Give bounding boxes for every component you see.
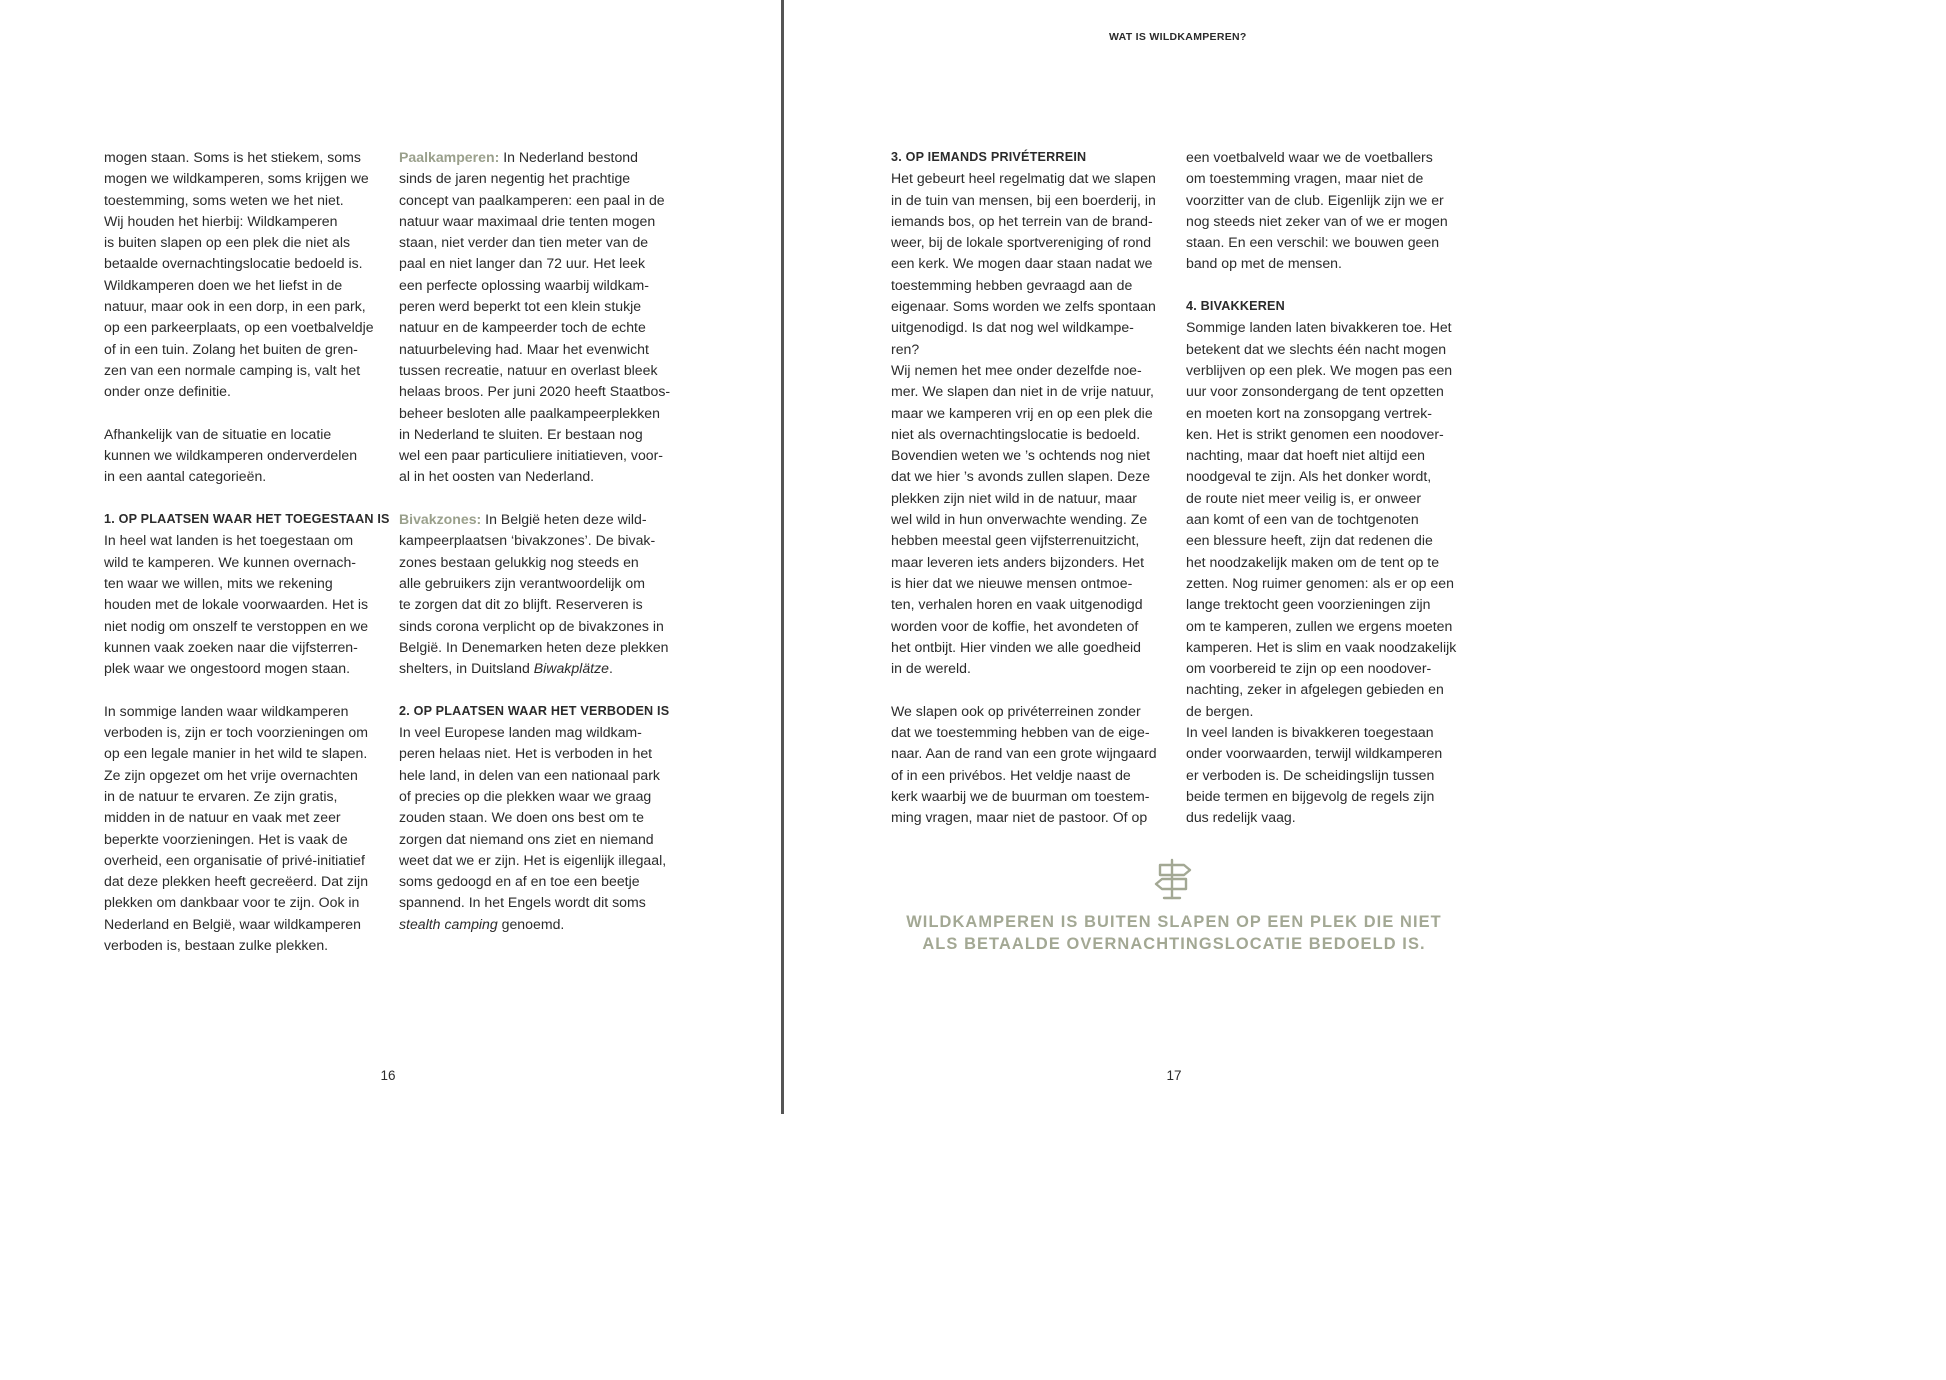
line-text: om toestemming vragen, maar niet de — [1186, 170, 1424, 187]
line-text: maar leveren iets anders bijzonders. Het — [891, 553, 1145, 570]
italic-term: stealth camping — [399, 915, 498, 932]
text-line — [104, 786, 382, 807]
text-line — [1186, 466, 1464, 487]
text-line — [1186, 360, 1464, 381]
line-text: niet als overnachtingslocatie is bedoeld. — [891, 425, 1141, 442]
line-text: uur voor zonsondergang de tent opzetten — [1186, 383, 1444, 400]
line-text: of precies op die plekken waar we graag — [399, 787, 652, 804]
text-line — [1186, 658, 1464, 679]
text-line — [891, 701, 1169, 722]
text-line — [104, 445, 382, 466]
text-line — [399, 147, 677, 168]
line-text: in de tuin van mensen, bij een boerderij, in — [891, 191, 1156, 208]
text-line — [399, 530, 677, 551]
text-line — [891, 190, 1169, 211]
text-line — [1186, 232, 1464, 253]
line-text: sinds corona verplicht op de bivakzones in — [399, 617, 664, 634]
line-text: kunnen we wildkamperen onderverdelen — [104, 447, 358, 464]
line-text: het noodzakelijk maken om de tent op te — [1186, 553, 1440, 570]
line-text: staan. En een verschil: we bouwen geen — [1186, 234, 1440, 251]
line-text: eigenaar. Soms worden we zelfs spontaan — [891, 298, 1156, 315]
text-line — [104, 850, 382, 871]
text-line — [399, 573, 677, 594]
text-line — [1186, 765, 1464, 786]
text-line — [1186, 403, 1464, 424]
text-line — [399, 658, 677, 679]
text-line — [104, 552, 382, 573]
line-text: Het gebeurt heel regelmatig dat we slapen — [891, 170, 1156, 187]
text-line — [104, 637, 382, 658]
page-number-right: 17 — [1166, 1068, 1182, 1083]
text-line — [399, 232, 677, 253]
line-text: de bergen. — [1186, 702, 1254, 719]
line-text: zouden staan. We doen ons best om te — [399, 809, 644, 826]
text-line — [104, 616, 382, 637]
italic-term: Biwakplätze — [533, 660, 609, 677]
line-text: iemands bos, op het terrein van de brand- — [891, 212, 1153, 229]
section-heading: 2. OP PLAATSEN WAAR HET VERBODEN IS — [399, 703, 670, 718]
text-line — [1186, 743, 1464, 764]
line-text: België. In Denemarken heten deze plekken — [399, 638, 669, 655]
text-line — [891, 211, 1169, 232]
line-text: Wildkamperen doen we het liefst in de — [104, 276, 343, 293]
line-text: hele land, in delen van een nationaal park — [399, 766, 660, 783]
line-text: ren? — [891, 340, 920, 357]
text-line — [104, 296, 382, 317]
line-text: plekken zijn niet wild in de natuur, maar — [891, 489, 1137, 506]
text-line — [891, 381, 1169, 402]
text-line — [399, 381, 677, 402]
line-text: staan, niet verder dan tien meter van de — [399, 234, 649, 251]
text-line — [399, 552, 677, 573]
line-text: maar we kamperen vrij en op een plek die — [891, 404, 1153, 421]
text-line — [891, 403, 1169, 424]
line-text: nachting, maar dat hoeft niet altijd een — [1186, 447, 1425, 464]
text-line — [399, 722, 677, 743]
text-line — [399, 850, 677, 871]
text-line — [104, 722, 382, 743]
line-text: een voetbalveld waar we de voetballers — [1186, 149, 1433, 165]
text-line — [104, 381, 382, 402]
text-line — [1186, 445, 1464, 466]
text-line — [891, 573, 1169, 594]
line-text: dat deze plekken heeft gecreëerd. Dat zijn — [104, 873, 369, 890]
text-line — [399, 829, 677, 850]
paragraph-gap — [399, 488, 677, 509]
line-text: voorzitter van de club. Eigenlijk zijn we er — [1186, 191, 1444, 208]
line-text: dat we toestemming hebben van de eige- — [891, 724, 1150, 741]
line-text: beheer besloten alle paalkampeerplekken — [399, 404, 660, 421]
line-text: natuur en de kampeerder toch de echte — [399, 319, 646, 336]
text-line — [891, 786, 1169, 807]
paragraph-gap — [104, 679, 382, 700]
text-line — [399, 466, 677, 487]
line-text: . — [608, 660, 613, 677]
line-text: In veel landen is bivakkeren toegestaan — [1186, 724, 1434, 741]
line-text: betaalde overnachtingslocatie bedoeld is. — [104, 255, 363, 272]
line-text: houden met de lokale voorwaarden. Het is — [104, 596, 369, 613]
text-line — [891, 339, 1169, 360]
line-text: natuurbeleving had. Maar het evenwicht — [399, 340, 649, 357]
text-line — [104, 807, 382, 828]
right-page-column-2 — [1186, 147, 1464, 829]
text-line — [891, 807, 1169, 828]
line-text: een blessure heeft, zijn dat redenen die — [1186, 532, 1433, 549]
text-line — [104, 658, 382, 679]
line-text: nachting, zeker in afgelegen gebieden en — [1186, 681, 1444, 698]
text-line — [891, 488, 1169, 509]
line-text: In sommige landen waar wildkamperen — [104, 702, 349, 719]
text-line — [104, 360, 382, 381]
line-text: ming vragen, maar niet de pastoor. Of op — [891, 809, 1148, 826]
text-line — [891, 594, 1169, 615]
line-text: een kerk. We mogen daar staan nadat we — [891, 255, 1153, 272]
text-line — [104, 275, 382, 296]
text-line — [399, 190, 677, 211]
line-text: weet dat we er zijn. Het is eigenlijk illegaal, — [399, 851, 667, 868]
text-line — [104, 466, 382, 487]
line-text: Wij nemen het mee onder dezelfde noe- — [891, 361, 1142, 378]
pull-quote-line: ALS BETAALDE OVERNACHTINGSLOCATIE BEDOELD IS. — [922, 934, 1426, 953]
text-line — [399, 403, 677, 424]
text-line — [891, 616, 1169, 637]
line-text: peren helaas niet. Het is verboden in het — [399, 745, 653, 762]
text-line — [399, 211, 677, 232]
text-line — [399, 786, 677, 807]
line-text: in Nederland te sluiten. Er bestaan nog — [399, 425, 643, 442]
line-text: natuur waar maximaal drie tenten mogen — [399, 212, 656, 229]
text-line — [399, 445, 677, 466]
line-text: in de wereld. — [891, 660, 971, 677]
line-text: band op met de mensen. — [1186, 255, 1342, 272]
section-heading: 4. BIVAKKEREN — [1186, 299, 1285, 314]
left-page-column-2 — [399, 147, 677, 935]
text-line — [399, 743, 677, 764]
line-text: in de natuur te ervaren. Ze zijn gratis, — [104, 787, 338, 804]
line-text: al in het oosten van Nederland. — [399, 468, 595, 485]
line-text: of in een tuin. Zolang het buiten de gren- — [104, 340, 358, 357]
right-page-column-1 — [891, 147, 1169, 829]
line-text: beperkte voorzieningen. Het is vaak de — [104, 830, 348, 847]
text-line — [104, 701, 382, 722]
lead-in-term: Bivakzones: — [399, 511, 482, 528]
text-line — [104, 829, 382, 850]
line-text: zones bestaan gelukkig nog steeds en — [399, 553, 639, 570]
text-line — [891, 424, 1169, 445]
line-text: aan komt of een van de tochtgenoten — [1186, 511, 1419, 528]
text-line — [891, 168, 1169, 189]
text-line — [399, 275, 677, 296]
text-line — [104, 147, 382, 168]
line-text: verblijven op een plek. We mogen pas een — [1186, 361, 1453, 378]
text-line — [104, 892, 382, 913]
text-line — [399, 253, 677, 274]
text-line — [104, 573, 382, 594]
line-text: beide termen en bijgevolg de regels zijn — [1186, 787, 1435, 804]
text-line — [104, 935, 382, 956]
signpost-icon — [1154, 857, 1194, 901]
line-text: is buiten slapen op een plek die niet als — [104, 234, 351, 251]
text-line — [399, 424, 677, 445]
text-line — [1186, 509, 1464, 530]
line-text: kamperen. Het is slim en vaak noodzakelijk — [1186, 638, 1457, 655]
text-line — [104, 871, 382, 892]
line-text: shelters, in Duitsland — [399, 660, 534, 677]
text-line — [1186, 253, 1464, 274]
text-line — [891, 232, 1169, 253]
text-line — [104, 253, 382, 274]
line-text: kunnen vaak zoeken naar die vijfsterren- — [104, 638, 358, 655]
line-text: tussen recreatie, natuur en overlast bleek — [399, 361, 658, 378]
line-text: niet nodig om onszelf te verstoppen en we — [104, 617, 369, 634]
text-line — [891, 530, 1169, 551]
text-line — [891, 466, 1169, 487]
line-text: in een aantal categorieën. — [104, 468, 267, 485]
paragraph-gap — [891, 679, 1169, 700]
paragraph-gap — [104, 488, 382, 509]
text-line — [1186, 679, 1464, 700]
text-line — [104, 914, 382, 935]
line-text: concept van paalkamperen: een paal in de — [399, 191, 665, 208]
line-text: Ze zijn opgezet om het vrije overnachten — [104, 766, 358, 783]
text-line — [1186, 339, 1464, 360]
line-text: op een legale manier in het wild te slapen. — [104, 745, 368, 762]
text-line — [104, 530, 382, 551]
line-text: mogen staan. Soms is het stiekem, soms — [104, 149, 361, 165]
line-text: soms gedoogd en af en toe een beetje — [399, 873, 640, 890]
line-text: wild te kamperen. We kunnen overnach- — [104, 553, 356, 570]
text-line — [399, 892, 677, 913]
page-number-left: 16 — [380, 1068, 396, 1083]
text-line — [399, 360, 677, 381]
line-text: noodgeval te zijn. Als het donker wordt, — [1186, 468, 1432, 485]
text-line — [891, 637, 1169, 658]
text-line — [1186, 190, 1464, 211]
line-text: zen van een normale camping is, valt het — [104, 361, 361, 378]
line-text: de route niet meer veilig is, er onweer — [1186, 489, 1422, 506]
text-line — [891, 658, 1169, 679]
line-text: kerk waarbij we de buurman om toestem- — [891, 787, 1150, 804]
line-text: worden voor de koffie, het avondeten of — [891, 617, 1139, 634]
text-line — [891, 509, 1169, 530]
text-line — [104, 743, 382, 764]
left-page — [0, 0, 781, 1114]
line-text: mogen we wildkamperen, soms krijgen we — [104, 170, 369, 187]
text-line — [1186, 616, 1464, 637]
line-text: natuur, maar ook in een dorp, in een park, — [104, 298, 366, 315]
text-line — [104, 232, 382, 253]
text-line — [1186, 530, 1464, 551]
line-text: te zorgen dat dit zo blijft. Reserveren is — [399, 596, 643, 613]
text-line — [891, 317, 1169, 338]
line-text: spannend. In het Engels wordt dit soms — [399, 894, 646, 911]
text-line — [104, 594, 382, 615]
text-line — [399, 594, 677, 615]
line-text: ken. Het is strikt genomen een noodover- — [1186, 425, 1444, 442]
line-text: is hier dat we nieuwe mensen ontmoe- — [891, 574, 1133, 591]
text-line — [891, 296, 1169, 317]
text-line — [399, 317, 677, 338]
text-line — [1186, 381, 1464, 402]
line-text: op een parkeerplaats, op een voetbalveldje — [104, 319, 374, 336]
text-line — [1186, 594, 1464, 615]
text-line — [399, 616, 677, 637]
line-text: ten, verhalen horen en vaak uitgenodigd — [891, 596, 1143, 613]
line-text: In België heten deze wild- — [481, 511, 647, 528]
paragraph-gap — [104, 403, 382, 424]
line-text: Bovendien weten we ’s ochtends nog niet — [891, 447, 1151, 464]
line-text: peren werd beperkt tot een klein stukje — [399, 298, 642, 315]
section-heading: 3. OP IEMANDS PRIVÉTERREIN — [891, 150, 1087, 164]
line-text: Afhankelijk van de situatie en locatie — [104, 425, 332, 442]
line-text: om voorbereid te zijn op een noodover- — [1186, 660, 1432, 677]
paragraph-gap — [1186, 275, 1464, 296]
text-line — [1186, 147, 1464, 168]
text-line — [104, 765, 382, 786]
text-line — [399, 339, 677, 360]
line-text: zorgen dat niemand ons ziet en niemand — [399, 830, 654, 847]
text-line — [1186, 701, 1464, 722]
line-text: Nederland en België, waar wildkamperen — [104, 915, 361, 932]
line-text: nog steeds niet zeker van of we er mogen — [1186, 212, 1448, 229]
text-line — [891, 275, 1169, 296]
pull-quote-line: WILDKAMPEREN IS BUITEN SLAPEN OP EEN PLEK DIE NIET — [906, 913, 1442, 931]
line-text: onder voorwaarden, terwijl wildkamperen — [1186, 745, 1443, 762]
line-text: weer, bij de lokale sportvereniging of rond — [891, 234, 1152, 251]
text-line — [399, 914, 677, 935]
running-head: WAT IS WILDKAMPEREN? — [1109, 31, 1247, 43]
text-line — [104, 317, 382, 338]
line-text: lange trektocht geen voorzieningen zijn — [1186, 596, 1431, 613]
left-page-column-1 — [104, 147, 390, 956]
line-text: Wij houden het hierbij: Wildkamperen — [104, 212, 338, 229]
text-line — [399, 509, 677, 530]
line-text: dus redelijk vaag. — [1186, 809, 1296, 826]
line-text: of in een privébos. Het veldje naast de — [891, 766, 1131, 783]
line-text: In Nederland bestond — [499, 149, 638, 165]
line-text: dat we hier ’s avonds zullen slapen. Deze — [891, 468, 1151, 485]
line-text: midden in de natuur en vaak met zeer — [104, 809, 341, 826]
line-text: hebben meestal geen vijfsterrenuitzicht, — [891, 532, 1140, 549]
text-line — [891, 722, 1169, 743]
text-line — [891, 253, 1169, 274]
line-text: zetten. Nog ruimer genomen: als er op een — [1186, 574, 1454, 591]
paragraph-gap — [399, 679, 677, 700]
line-text: helaas broos. Per juni 2020 heeft Staatbos- — [399, 383, 671, 400]
line-text: overheid, een organisatie of privé-initiatief — [104, 851, 365, 868]
text-line — [104, 424, 382, 445]
line-text: kampeerplaatsen ‘bivakzones’. De bivak- — [399, 532, 656, 549]
line-text: plekken om dankbaar voor te zijn. Ook in — [104, 894, 360, 911]
line-text: Sommige landen laten bivakkeren toe. Het — [1186, 319, 1452, 336]
text-line — [891, 765, 1169, 786]
text-line — [891, 445, 1169, 466]
text-line — [1186, 552, 1464, 573]
line-text: mer. We slapen dan niet in de vrije natuur, — [891, 383, 1154, 400]
line-text: ten waar we willen, mits we rekening — [104, 574, 333, 591]
text-line — [399, 296, 677, 317]
text-line — [399, 168, 677, 189]
line-text: om te kamperen, zullen we ergens moeten — [1186, 617, 1453, 634]
text-line — [891, 743, 1169, 764]
line-text: een perfecte oplossing waarbij wildkam- — [399, 276, 649, 293]
text-line — [1186, 211, 1464, 232]
text-line — [1186, 722, 1464, 743]
line-text: het ontbijt. Hier vinden we alle goedheid — [891, 638, 1141, 655]
text-line — [104, 190, 382, 211]
line-text: wel een paar particuliere initiatieven, voor- — [399, 447, 664, 464]
line-text: plek waar we ongestoord mogen staan. — [104, 660, 351, 677]
line-text: genoemd. — [497, 915, 565, 932]
text-line — [104, 168, 382, 189]
text-line — [1186, 317, 1464, 338]
text-line — [104, 339, 382, 360]
line-text: verboden is, bestaan zulke plekken. — [104, 936, 329, 953]
line-text: en moeten kort na zonsopgang vertrek- — [1186, 404, 1433, 421]
line-text: We slapen ook op privéterreinen zonder — [891, 702, 1141, 719]
line-text: sinds de jaren negentig het prachtige — [399, 170, 631, 187]
line-text: wel wild in hun onverwachte wending. Ze — [891, 511, 1148, 528]
text-line — [1186, 168, 1464, 189]
line-text: uitgenodigd. Is dat nog wel wildkampe- — [891, 319, 1134, 336]
text-line — [1186, 573, 1464, 594]
right-page — [784, 0, 1568, 1114]
text-line — [399, 871, 677, 892]
text-line — [891, 360, 1169, 381]
text-line — [891, 552, 1169, 573]
pull-quote — [884, 912, 1464, 955]
text-line — [1186, 786, 1464, 807]
line-text: onder onze definitie. — [104, 383, 231, 400]
text-line — [1186, 807, 1464, 828]
line-text: In veel Europese landen mag wildkam- — [399, 724, 642, 741]
line-text: paal en niet langer dan 72 uur. Het leek — [399, 255, 646, 272]
line-text: toestemming, soms weten we het niet. — [104, 191, 344, 208]
section-heading: 1. OP PLAATSEN WAAR HET TOEGESTAAN IS — [104, 512, 390, 527]
line-text: naar. Aan de rand van een grote wijngaard — [891, 745, 1157, 762]
text-line — [399, 637, 677, 658]
text-line — [1186, 488, 1464, 509]
text-line — [104, 211, 382, 232]
text-line — [1186, 424, 1464, 445]
text-line — [1186, 637, 1464, 658]
text-line — [399, 765, 677, 786]
line-text: toestemming hebben gevraagd aan de — [891, 276, 1133, 293]
line-text: verboden is, zijn er toch voorzieningen om — [104, 724, 369, 741]
line-text: er verboden is. De scheidingslijn tussen — [1186, 766, 1435, 783]
lead-in-term: Paalkamperen: — [399, 149, 500, 165]
line-text: In heel wat landen is het toegestaan om — [104, 532, 354, 549]
line-text: alle gebruikers zijn verantwoordelijk om — [399, 574, 645, 591]
text-line — [399, 807, 677, 828]
line-text: betekent dat we slechts één nacht mogen — [1186, 340, 1447, 357]
